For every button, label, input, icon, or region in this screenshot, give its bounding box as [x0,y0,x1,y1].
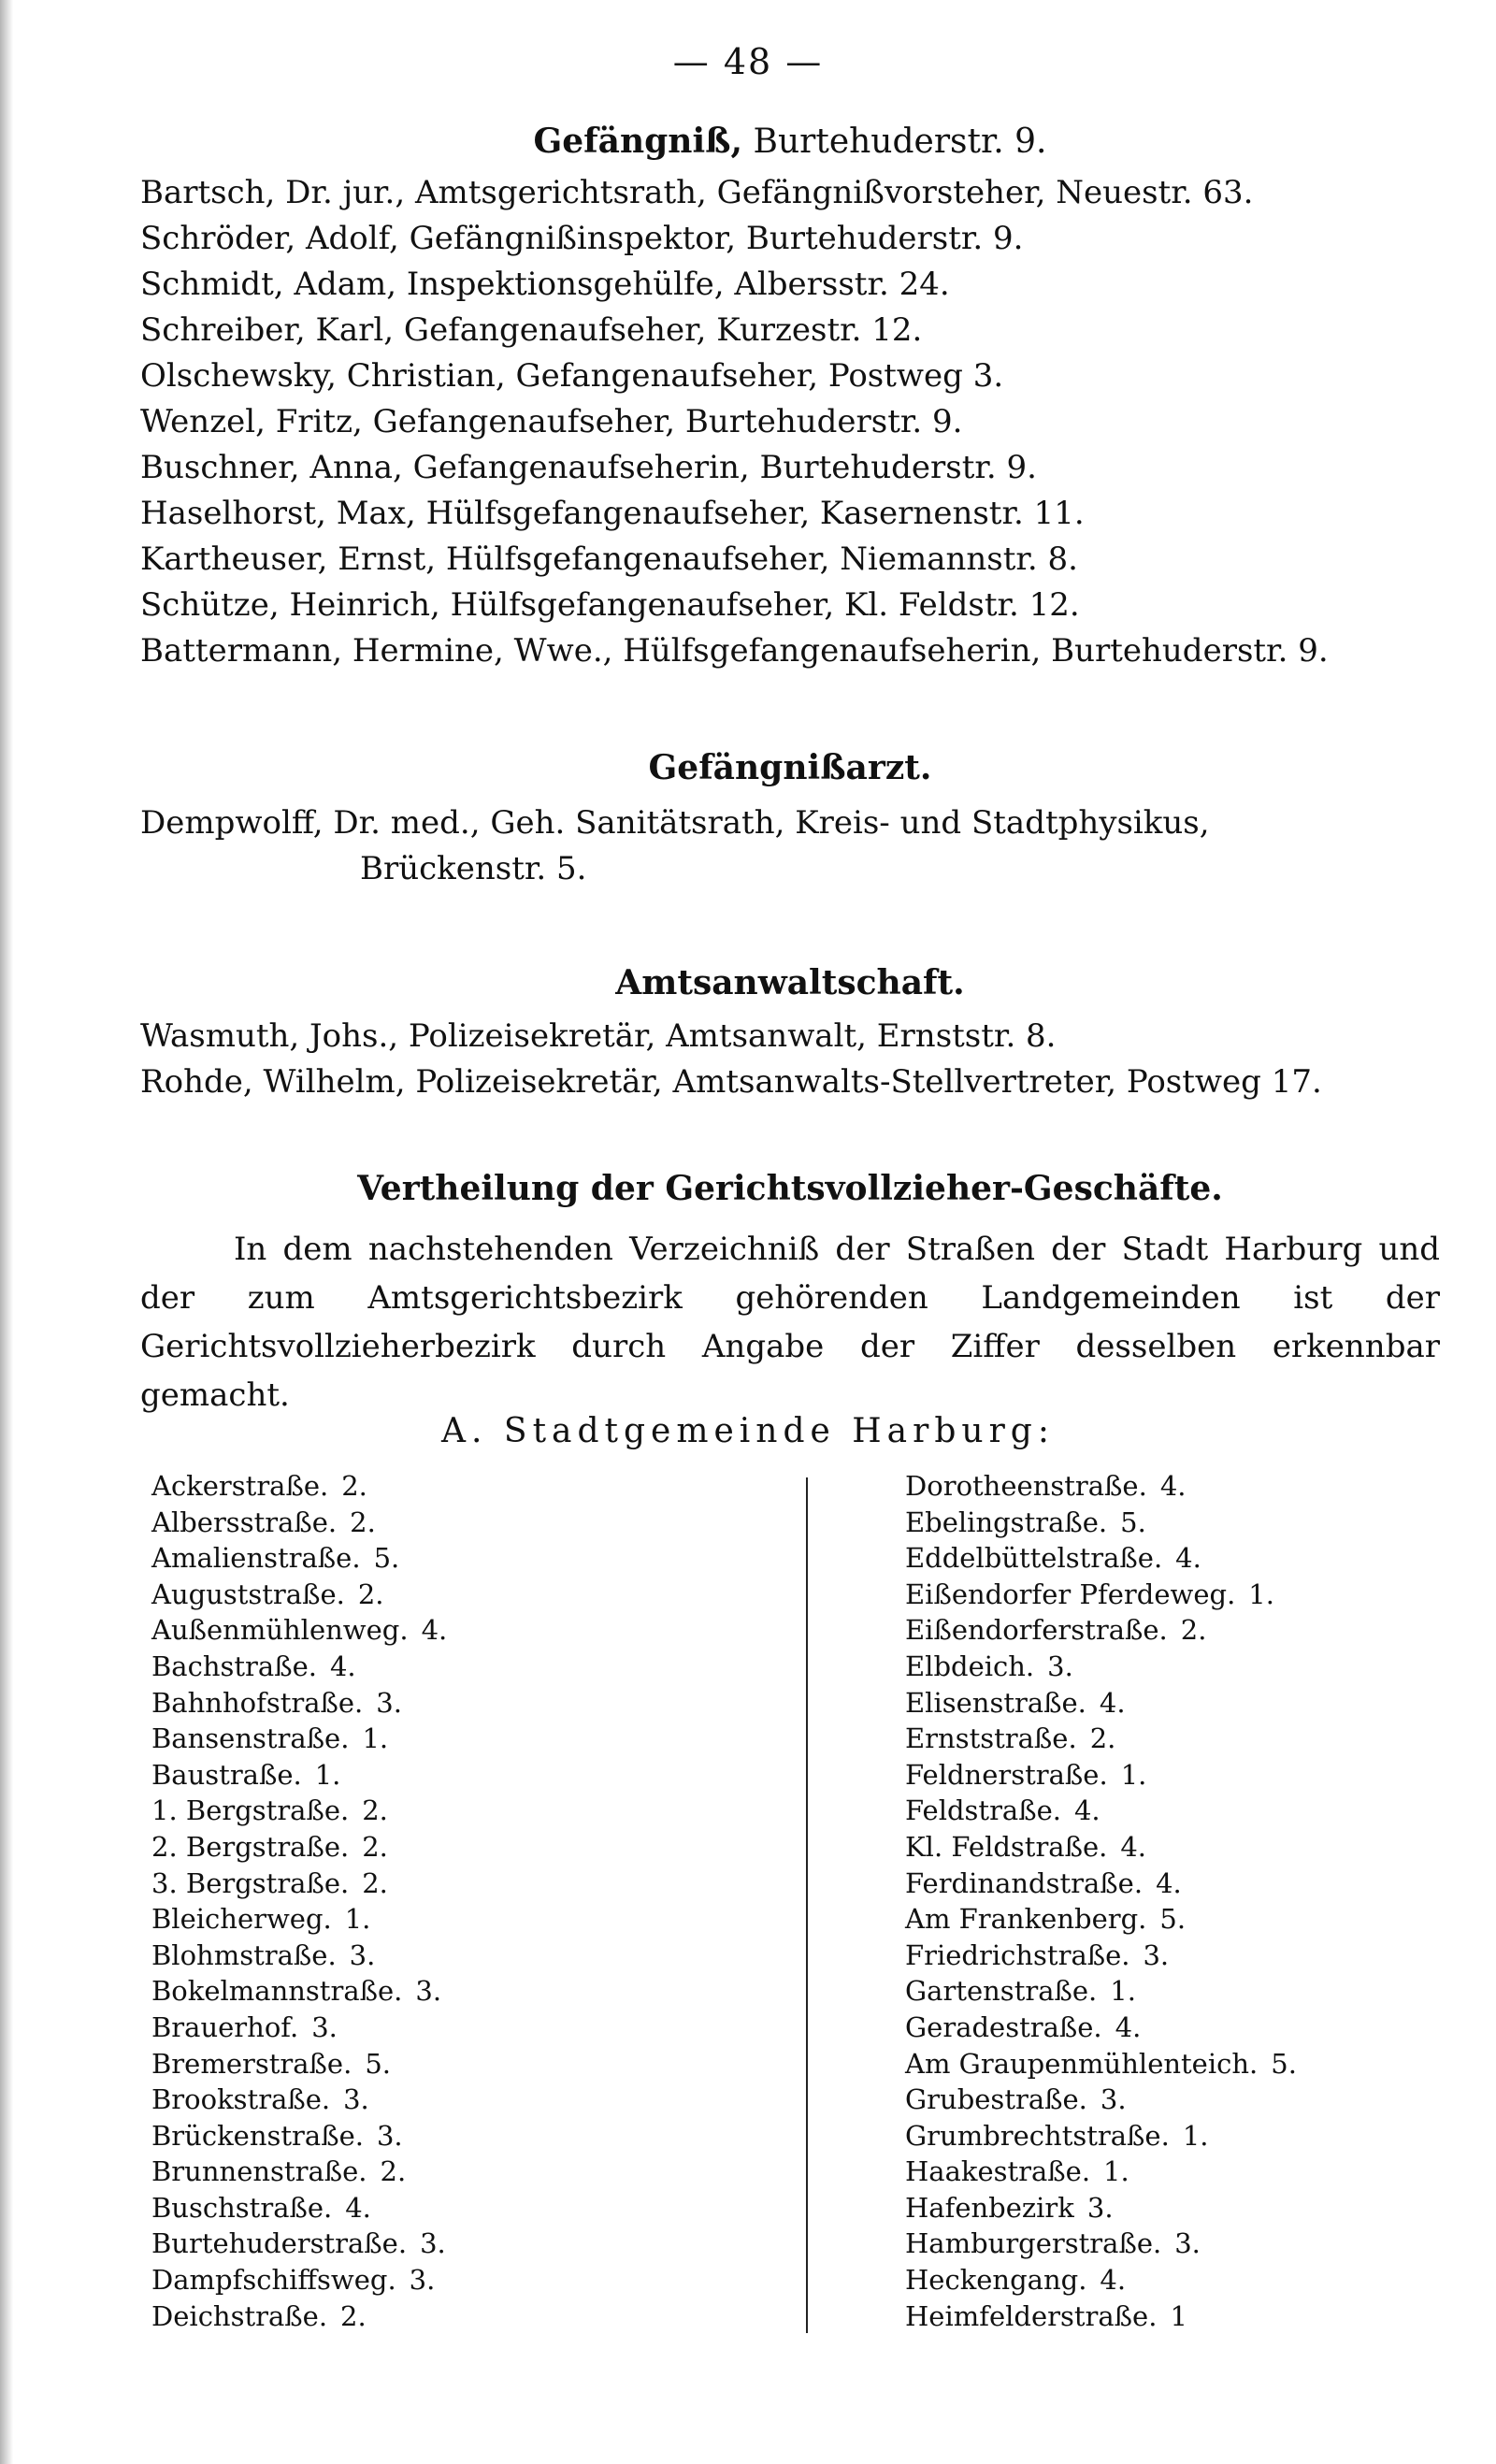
prison-doctor-section [140,748,1440,892]
street-name: Brunnenstraße. [151,2155,367,2188]
prison-doctor-line-1: Dempwolff, Dr. med., Geh. Sanitätsrath, Kreis- und Stadtphysikus, [140,804,1210,842]
streets-heading: A. Stadtgemeinde Harburg: [441,1412,1055,1450]
street-name: Hamburgerstraße. [905,2227,1162,2260]
bailiff-district-number: 3. [1086,2191,1114,2224]
street-entry [151,1577,447,1613]
street-name: Elbdeich. [905,1650,1035,1682]
street-entry [905,1612,1297,1649]
street-name: Buschstraße. [151,2191,333,2224]
street-entry [151,1866,447,1902]
street-name: Feldstraße. [905,1794,1061,1827]
prosecution-entry: Wasmuth, Johs., Polizeisekretär, Amtsanwalt, Ernststr. 8. [140,1017,1057,1055]
bailiff-district-number: 1. [1103,2155,1129,2188]
street-name: Ernststraße. [905,1722,1077,1755]
street-name: Ebelingstraße. [905,1506,1108,1538]
street-entry [151,2010,447,2046]
street-entry [151,2082,447,2118]
bailiff-district-number: 4. [421,1614,448,1647]
bailiff-district-number: 4. [1120,1830,1147,1863]
street-entry [151,2226,447,2262]
street-name: Bansenstraße. [151,1722,350,1755]
street-name: Blohmstraße. [151,1938,337,1971]
prosecution-section [140,963,1440,1105]
street-name: Haakestraße. [905,2155,1091,2188]
street-name: Grumbrechtstraße. [905,2119,1170,2152]
street-entry [151,1685,447,1722]
street-entry [151,2190,447,2226]
street-entry [151,1505,447,1541]
street-name: Heimfelderstraße. [905,2299,1158,2332]
street-entry [905,1721,1297,1757]
prison-entry: Kartheuser, Ernst, Hülfsgefangenaufseher, Niemannstr. 8. [140,540,1078,578]
street-entry [151,1540,447,1577]
street-name: Amalienstraße. [151,1542,361,1575]
bailiff-district-number: 1. [1182,2119,1209,2152]
street-entry [905,2118,1297,2154]
street-name: 2. Bergstraße. [151,1830,350,1863]
bailiff-district-number: 2. [362,1794,388,1827]
bailiff-district-number: 5. [365,2047,391,2080]
bailiff-district-number: 2. [341,1470,367,1502]
bailiff-district-number: 2. [362,1830,388,1863]
street-name: Grubestraße. [905,2083,1087,2116]
bailiff-district-number: 4. [1175,1542,1201,1575]
street-name: Eddelbüttelstraße. [905,1542,1163,1575]
prison-entry: Buschner, Anna, Gefangenaufseherin, Burtehuderstr. 9. [140,449,1037,486]
street-entry [905,2262,1297,2298]
prosecution-entry: Rohde, Wilhelm, Polizeisekretär, Amtsanwalts-Stellvertreter, Postweg 17. [140,1063,1322,1101]
street-entry [905,1505,1297,1541]
street-entry [905,1468,1297,1505]
street-name: Brookstraße. [151,2083,331,2116]
bailiff-district-number: 5. [373,1542,400,1575]
street-entry [905,2298,1297,2335]
street-name: Bachstraße. [151,1650,317,1682]
street-entry [151,2118,447,2154]
bailiff-district-number: 4. [329,1650,356,1682]
street-name: Brückenstraße. [151,2119,364,2152]
street-name: Hafenbezirk [905,2191,1074,2224]
column-divider [806,1477,808,2333]
bailiff-section [140,1169,1440,1419]
bailiff-district-number: 3. [349,1938,376,1971]
bailiff-district-number: 4. [1073,1794,1100,1827]
bailiff-district-number: 4. [1100,2264,1127,2297]
bailiff-district-number: 3. [376,1686,402,1719]
street-name: Elisenstraße. [905,1686,1086,1719]
prison-entry: Schreiber, Karl, Gefangenaufseher, Kurzestr. 12. [140,311,923,349]
street-name: Ackerstraße. [151,1470,329,1502]
bailiff-district-number: 4. [1156,1866,1182,1899]
prison-entry: Schütze, Heinrich, Hülfsgefangenaufseher, Kl. Feldstr. 12. [140,586,1080,624]
street-entry [151,1649,447,1685]
street-entry [151,1612,447,1649]
street-name: Gartenstraße. [905,1975,1098,2008]
street-entry [905,1901,1297,1938]
bailiff-district-number: 3. [343,2083,369,2116]
bailiff-district-number: 1. [314,1758,341,1791]
street-name: Dampfschiffsweg. [151,2264,396,2297]
street-entry [905,2046,1297,2082]
street-name: Burtehuderstraße. [151,2227,408,2260]
street-entry [905,1938,1297,1974]
bailiff-district-number: 3. [1100,2083,1127,2116]
prison-heading [140,122,1440,161]
bailiff-district-number: 2. [1180,1614,1207,1647]
street-entry [151,1757,447,1794]
street-name: Friedrichstraße. [905,1938,1130,1971]
prison-entry: Bartsch, Dr. jur., Amtsgerichtsrath, Gefängnißvorsteher, Neuestr. 63. [140,174,1254,211]
prison-entry: Olschewsky, Christian, Gefangenaufseher, Postweg 3. [140,357,1004,395]
bailiff-district-number: 1 [1170,2299,1187,2332]
street-name: Bahnhofstraße. [151,1686,364,1719]
bailiff-district-number: 5. [1271,2047,1297,2080]
street-entry [905,2082,1297,2118]
prison-heading-address: Burtehuderstr. 9. [753,122,1047,161]
street-name: Deichstraße. [151,2299,328,2332]
bailiff-district-number: 4. [1115,2010,1142,2043]
bailiff-district-number: 2. [362,1866,388,1899]
bailiff-district-number: 3. [415,1975,442,2008]
prosecution-entry-list [140,1014,1440,1105]
bailiff-district-number: 3. [1047,1650,1073,1682]
street-entry [905,1973,1297,2010]
street-entry [151,2298,447,2335]
street-name: Heckengang. [905,2264,1087,2297]
street-name: Ferdinandstraße. [905,1866,1144,1899]
prison-doctor-line-2: Brückenstr. 5. [360,850,587,887]
bailiff-paragraph: In dem nachstehenden Verzeichniß der Straßen der Stadt Harburg und der zum Amtsgerichtsbezirk gehörenden Landgemeinden ist der Gerichtsvollzieherbezirk durch Angabe der Ziffer desselben erkennbar gemacht. [140,1231,1440,1414]
street-name: Bokelmannstraße. [151,1975,403,2008]
street-entry [151,2154,447,2190]
street-entry [151,2046,447,2082]
street-name: Bremerstraße. [151,2047,352,2080]
bailiff-district-number: 3. [1143,1938,1170,1971]
bailiff-heading: Vertheilung der Gerichtsvollzieher-Geschäfte. [357,1169,1223,1208]
street-name: Brauerhof. [151,2010,299,2043]
street-name: Außenmühlenweg. [151,1614,409,1647]
bailiff-district-number: 2. [340,2299,367,2332]
prison-entry-list [140,170,1440,674]
bailiff-district-number: 1. [1110,1975,1136,2008]
bailiff-district-number: 2. [357,1578,384,1610]
prison-entry: Schmidt, Adam, Inspektionsgehülfe, Albersstr. 24. [140,266,950,303]
bailiff-district-number: 4. [345,2191,371,2224]
bailiff-district-number: 3. [311,2010,338,2043]
street-entry [905,1685,1297,1722]
street-entry [905,1866,1297,1902]
prison-entry: Wenzel, Fritz, Gefangenaufseher, Burtehuderstr. 9. [140,403,963,440]
prison-heading-title: Gefängniß, [533,122,743,161]
street-name: 1. Bergstraße. [151,1794,350,1827]
bailiff-district-number: 3. [409,2264,436,2297]
street-entry [905,1757,1297,1794]
street-entry [905,1829,1297,1866]
streets-column-left [151,1468,447,2334]
street-name: Albersstraße. [151,1506,338,1538]
street-name: 3. Bergstraße. [151,1866,350,1899]
street-name: Kl. Feldstraße. [905,1830,1108,1863]
street-entry [151,1938,447,1974]
bailiff-district-number: 4. [1099,1686,1126,1719]
bailiff-district-number: 1. [1248,1578,1274,1610]
prison-entry: Battermann, Hermine, Wwe., Hülfsgefangenaufseherin, Burtehuderstr. 9. [140,632,1329,670]
streets-column-right [905,1468,1297,2334]
street-name: Am Graupenmühlenteich. [905,2047,1259,2080]
street-entry [151,1901,447,1938]
bailiff-district-number: 5. [1159,1903,1187,1936]
bailiff-district-number: 2. [380,2155,407,2188]
street-entry [151,1829,447,1866]
bailiff-district-number: 1. [362,1722,389,1755]
street-entry [905,1793,1297,1829]
prosecution-heading: Amtsanwaltschaft. [615,963,965,1002]
street-entry [905,1540,1297,1577]
bailiff-district-number: 1. [344,1903,371,1936]
page-number: — 48 — [672,41,824,82]
street-name: Auguststraße. [151,1578,345,1610]
street-entry [905,2154,1297,2190]
street-entry [151,1468,447,1505]
bailiff-district-number: 2. [1089,1722,1116,1755]
prison-entry: Schröder, Adolf, Gefängnißinspektor, Burtehuderstr. 9. [140,220,1024,257]
street-name: Am Frankenberg. [905,1903,1147,1936]
bailiff-district-number: 3. [376,2119,403,2152]
street-entry [151,1793,447,1829]
bailiff-district-number: 3. [1174,2227,1201,2260]
street-name: Baustraße. [151,1758,302,1791]
street-entry [905,2226,1297,2262]
street-entry [905,1649,1297,1685]
prison-section [140,122,1440,674]
prison-doctor-heading: Gefängnißarzt. [648,748,932,787]
street-entry [151,1721,447,1757]
street-entry [905,2190,1297,2226]
street-entry [905,1577,1297,1613]
street-entry [905,2010,1297,2046]
bailiff-district-number: 3. [420,2227,446,2260]
street-name: Feldnerstraße. [905,1758,1108,1791]
street-name: Eißendorferstraße. [905,1614,1168,1647]
street-entry [151,1973,447,2010]
bailiff-district-number: 5. [1120,1506,1146,1538]
prison-entry: Haselhorst, Max, Hülfsgefangenaufseher, Kasernenstr. 11. [140,495,1085,532]
bailiff-district-number: 4. [1159,1470,1187,1502]
street-name: Eißendorfer Pferdeweg. [905,1578,1236,1610]
street-name: Dorotheenstraße. [905,1470,1147,1502]
bailiff-district-number: 1. [1120,1758,1147,1791]
bailiff-district-number: 2. [350,1506,376,1538]
street-entry [151,2262,447,2298]
street-name: Bleicherweg. [151,1903,332,1936]
street-name: Geradestraße. [905,2010,1102,2043]
